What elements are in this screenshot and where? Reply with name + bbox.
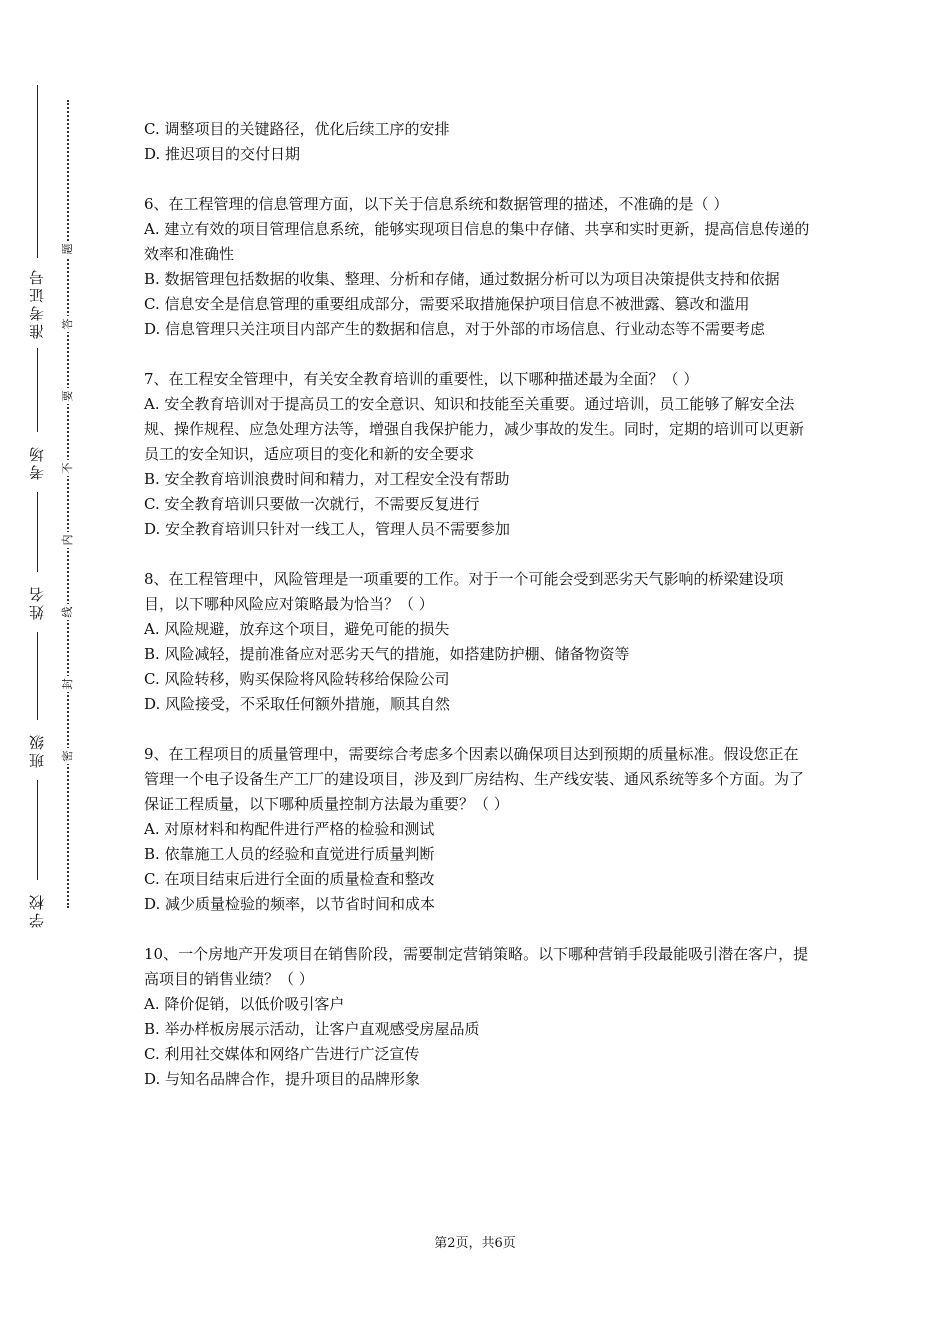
page-footer: 第2页，共6页: [434, 1236, 516, 1251]
question-stem: 7、在工程安全管理中，有关安全教育培训的重要性，以下哪种描述最为全面？（ ）: [144, 370, 699, 388]
question-stem: 8、在工程管理中，风险管理是一项重要的工作。对于一个可能会受到恶劣天气影响的桥梁建设项目，以下哪种风险应对策略最为恰当？（ ）: [144, 570, 784, 613]
option-b: B. 安全教育培训浪费时间和精力，对工程安全没有帮助: [144, 470, 510, 488]
option-c: C. 信息安全是信息管理的重要组成部分，需要采取措施保护项目信息不被泄露、篡改和滥用: [144, 295, 750, 313]
option-d: D. 与知名品牌合作，提升项目的品牌形象: [144, 1070, 421, 1088]
question-stem: 6、在工程管理的信息管理方面，以下关于信息系统和数据管理的描述，不准确的是（ ）: [144, 195, 729, 213]
option-b: B. 举办样板房展示活动，让客户直观感受房屋品质: [144, 1020, 480, 1038]
question-block-7: [144, 367, 812, 542]
option-d: D. 减少质量检验的频率，以节省时间和成本: [144, 895, 436, 913]
seal-char: 题: [61, 241, 75, 257]
seal-char: 内: [61, 532, 75, 548]
question-block-8: [144, 567, 812, 717]
option-c: C. 利用社交媒体和网络广告进行广泛宣传: [144, 1045, 420, 1063]
question-block-10: [144, 942, 812, 1092]
option-a: A. 对原材料和构配件进行严格的检验和测试: [144, 820, 435, 838]
label-class: 班级: [24, 720, 50, 780]
binding-margin: [0, 0, 110, 1344]
option-c: C. 安全教育培训只要做一次就行，不需要反复进行: [144, 495, 480, 513]
label-exam-room: 考场: [24, 432, 50, 492]
seal-char: 要: [61, 388, 75, 404]
option-d: D. 安全教育培训只针对一线工人，管理人员不需要参加: [144, 520, 511, 538]
label-name: 姓名: [24, 572, 50, 632]
question-block-9: [144, 742, 812, 917]
option-a: A. 建立有效的项目管理信息系统，能够实现项目信息的集中存储、共享和实时更新，提高信息传递的效率和准确性: [144, 220, 810, 263]
binding-solid-line: [37, 85, 38, 923]
question-block-6: [144, 192, 812, 342]
seal-char: 线: [61, 604, 75, 620]
option-d: D. 信息管理只关注项目内部产生的数据和信息，对于外部的市场信息、行业动态等不需要考虑: [144, 320, 766, 338]
label-school: 学校: [24, 880, 50, 940]
option-b: B. 风险减轻，提前准备应对恶劣天气的措施，如搭建防护棚、储备物资等: [144, 645, 630, 663]
option-a: A. 安全教育培训对于提高员工的安全意识、知识和技能至关重要。通过培训，员工能够了解安全法规、操作规程、应急处理方法等，增强自我保护能力，减少事故的发生。同时，定期的培训可以更新员工的安全知识，适应项目的变化和新的安全要求: [144, 395, 805, 463]
option-d: D. 推迟项目的交付日期: [144, 145, 301, 163]
option-c: C. 风险转移，购买保险将风险转移给保险公司: [144, 670, 450, 688]
option-b: B. 依靠施工人员的经验和直觉进行质量判断: [144, 845, 435, 863]
seal-char: 密: [61, 748, 75, 764]
option-c: C. 调整项目的关键路径，优化后续工序的安排: [144, 120, 450, 138]
question-block-5-continued: [144, 117, 812, 167]
option-a: A. 降价促销，以低价吸引客户: [144, 995, 345, 1013]
seal-char: 答: [61, 316, 75, 332]
question-content: [144, 117, 812, 1117]
seal-char: 不: [61, 460, 75, 476]
option-b: B. 数据管理包括数据的收集、整理、分析和存储，通过数据分析可以为项目决策提供支持和依据: [144, 270, 780, 288]
question-stem: 9、在工程项目的质量管理中，需要综合考虑多个因素以确保项目达到预期的质量标准。假设您正在管理一个电子设备生产工厂的建设项目，涉及到厂房结构、生产线安装、通风系统等多个方面。为了保证工程质量，以下哪种质量控制方法最为重要？（ ）: [144, 745, 805, 813]
option-d: D. 风险接受，不采取任何额外措施，顺其自然: [144, 695, 451, 713]
seal-char: 封: [61, 676, 75, 692]
question-stem: 10、一个房地产开发项目在销售阶段，需要制定营销策略。以下哪种营销手段最能吸引潜在客户，提高项目的销售业绩？（ ）: [144, 945, 809, 988]
label-exam-number: 准考证号: [24, 258, 50, 348]
option-a: A. 风险规避，放弃这个项目，避免可能的损失: [144, 620, 450, 638]
option-c: C. 在项目结束后进行全面的质量检查和整改: [144, 870, 435, 888]
binding-dotted-line: [67, 100, 69, 908]
